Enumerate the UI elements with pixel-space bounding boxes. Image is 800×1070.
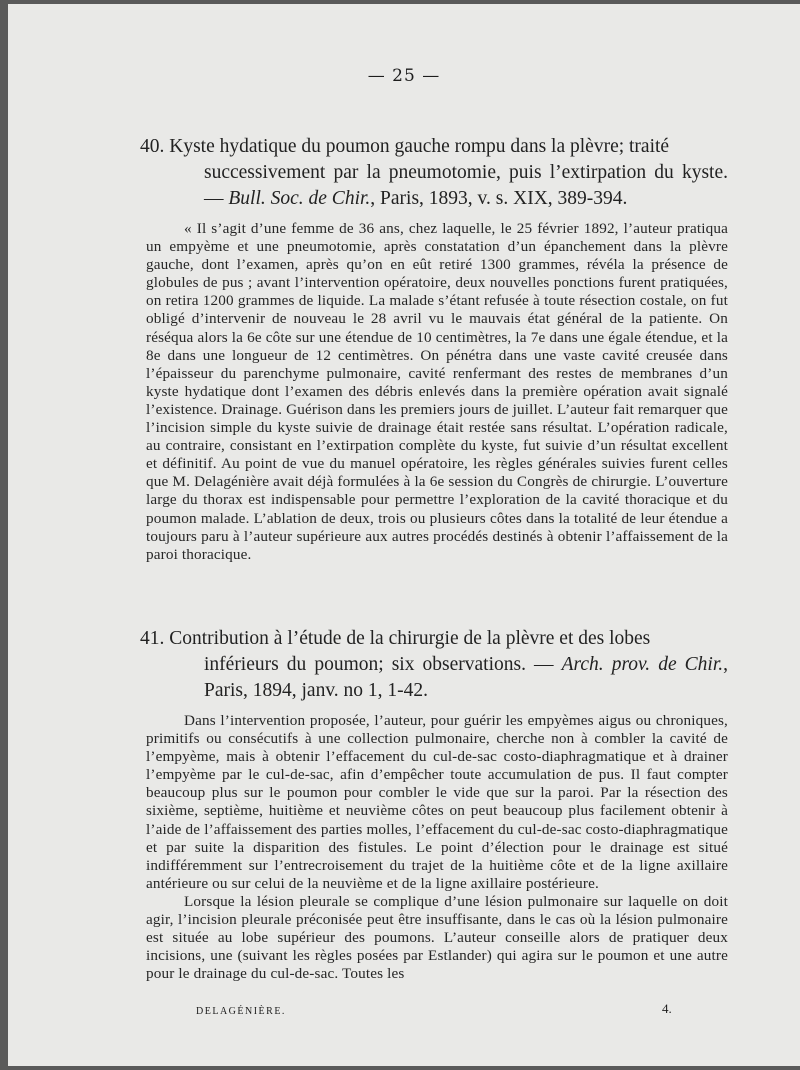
entry-41-summary	[146, 712, 728, 983]
entry-title-line: Kyste hydatique du poumon gauche rompu dans la plèvre; traité	[169, 136, 670, 157]
entry-40-summary	[146, 220, 728, 564]
page-number: — 25 —	[367, 66, 441, 86]
entry-title-line: Contribution à l’étude de la chirurgie de la plèvre et des lobes	[169, 628, 651, 649]
entry-number: 41.	[140, 628, 165, 649]
document-page	[8, 4, 800, 1066]
entry-title-rest: successivement par la pneumotomie, puis l’extirpation du kyste. —	[204, 162, 728, 209]
entry-reference: , Paris, 1894, janv. no 1, 1-42.	[204, 654, 729, 701]
entry-number: 40.	[140, 136, 165, 157]
summary-paragraph: Dans l’intervention proposée, l’auteur, pour guérir les empyèmes aigus ou chroniques, primitifs ou consécutifs à une collection pulmonaire, cherche non à combler la cavité de l’empyème, mais à obtenir l’effacement du cul-de-sac costo-diaphragmatique et à drainer l’empyème par le cul-de-sac, afin d’empêcher toute accumulation de pus. Il faut compter beaucoup plus sur le poumon pour combler le vide que sur la paroi. Par la résection des sixième, septième, huitième et neuvième côtes on peut beaucoup plus facilement obtenir à l’aide de l’affaissement des parties molles, l’effacement du cul-de-sac costo-diaphragmatique et par suite la disparition des fistules. Le point d’élection pour le drainage est situé indifféremment sur l’entrecroisement du trajet de la huitième côte et de la ligne axillaire antérieure ou sur celui de la neuvième et de la ligne axillaire postérieure.	[146, 712, 728, 892]
entry-40-heading	[140, 134, 728, 212]
journal-name: Bull. Soc. de Chir.	[228, 188, 371, 209]
footer-signature: 4.	[662, 1001, 672, 1016]
entry-title-rest: inférieurs du poumon; six observations. —	[204, 654, 562, 675]
entry-41-heading	[140, 626, 728, 704]
summary-paragraph: Lorsque la lésion pleurale se complique d’une lésion pulmonaire sur laquelle on doit agir, l’incision pleurale préconisée peut être insuffisante, dans le cas où la lésion pulmonaire est située au lobe supérieur des poumons. L’auteur conseille alors de pratiquer deux incisions, une (suivant les règles posées par Estlander) qui agira sur le poumon et une autre pour le drainage du cul-de-sac. Toutes les	[146, 892, 728, 983]
footer-author: DELAGÉNIÈRE.	[196, 1006, 286, 1017]
summary-paragraph: « Il s’agit d’une femme de 36 ans, chez laquelle, le 25 février 1892, l’auteur pratiqua un empyème et une pneumotomie, après constatation d’un épanchement dans la plèvre gauche, dont l’examen, après qu’on en eût retiré 1300 grammes, révéla la présence de globules de pus ; avant l’intervention opératoire, deux nouvelles ponctions furent pratiquées, on retira 1200 grammes de liquide. La malade s’étant refusée à toute résection costale, on fut obligé d’intervenir de nouveau le 28 avril vu le mauvais état général de la patiente. On réséqua alors la 6e côte sur une étendue de 10 centimètres, la 7e dans une égale étendue, et la 8e dans une longueur de 12 centimètres. On pénétra dans une vaste cavité creusée dans l’épaisseur du parenchyme pulmonaire, cavité renfermant des restes de membranes d’un kyste hydatique dont l’examen des débris enlevés dans la première opération avait signalé l’existence. Drainage. Guérison dans les premiers jours de juillet. L’auteur fait remarquer que l’incision simple du kyste suivie de drainage était restée sans résultat. L’opération radicale, au contraire, consistant en l’extirpation complète du kyste, fut suivie d’un résultat excellent et définitif. Au point de vue du manuel opératoire, les règles générales suivies furent celles que M. Delagénière avait déjà formulées à la 6e session du Congrès de chirurgie. L’ouverture large du thorax est indispensable pour permettre l’exploration de la cavité thoracique et du poumon malade. L’ablation de deux, trois ou plusieurs côtes dans la totalité de leur étendue a toujours paru à l’auteur supérieure aux autres procédés destinés à obtenir l’affaissement de la paroi thoracique.	[146, 220, 728, 563]
journal-name: Arch. prov. de Chir.	[561, 654, 724, 675]
entry-reference: , Paris, 1893, v. s. XIX, 389-394.	[370, 188, 628, 209]
